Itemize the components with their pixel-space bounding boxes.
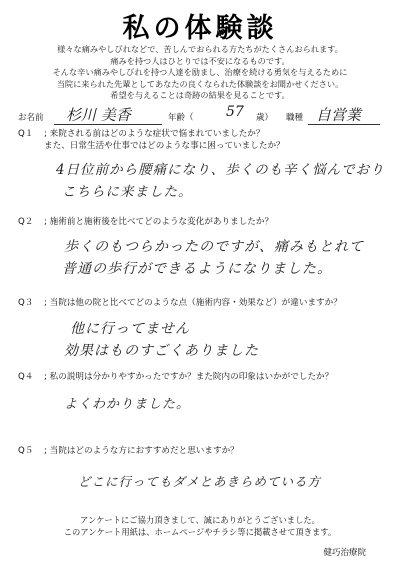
question-number: Q４ [18, 372, 34, 382]
age-value: 57 [226, 104, 244, 120]
name-value: 杉川 美香 [66, 106, 131, 124]
answer-3-line-2: 効果はものすごくありました [64, 343, 259, 359]
question-text: ; 来院される前はどのような症状で悩まれていましたか？ [44, 129, 265, 139]
intro-line: 様々な痛みやしびれなどで、苦しんでおられる方たちがたくさんおられます。 [57, 44, 343, 54]
age-label: 年齢（ [168, 113, 194, 123]
question-5 [18, 446, 388, 458]
question-text: ; 私の説明は分かりやすかったですか？また院内の印象はいかがでしたか？ [44, 372, 334, 382]
question-3 [18, 298, 388, 310]
question-number: Q２ [18, 217, 34, 227]
question-1 [18, 129, 388, 152]
question-text: ; 施術前と施術後を比べてどのような変化がありましたか？ [44, 217, 274, 227]
question-text-2: また、日常生活や仕事ではどのような事に困っていましたか？ [44, 140, 285, 151]
intro-text [18, 44, 382, 102]
footer-note [0, 515, 400, 538]
name-label: お名前 [18, 113, 44, 123]
answer-4-line-1: よくわかりました。 [64, 397, 191, 412]
answer-2-line-1: 歩くのもつらかったのですが、痛みもとれて [64, 239, 364, 255]
page-title: 私の体験談 [122, 13, 278, 44]
clinic-name: 健巧治療院 [323, 548, 366, 558]
question-text: ; 当院はどのような方におすすめだと思いますか？ [44, 446, 239, 456]
answer-1-line-2: こちらに来ました。 [62, 184, 193, 200]
question-4 [18, 372, 388, 384]
answer-2-line-2: 普通の歩行ができるようになりました。 [62, 261, 332, 277]
intro-line: 希望を与えることは奇跡の結果を見ることです。 [110, 90, 290, 101]
footer-line: このアンケート用紙は、ホームページやチラシ等に掲載させて頂きます。 [63, 526, 337, 537]
question-2 [18, 217, 388, 229]
job-underline [308, 124, 380, 125]
question-number: Q１ [18, 129, 34, 139]
question-text: ; 当院は他の院と比べてどのような点（施術内容・効果など）が違いますか？ [44, 298, 342, 308]
job-value: 自営業 [316, 106, 362, 124]
answer-5-line-1: どこに行ってもダメとあきらめている方 [78, 474, 322, 489]
intro-line: 当院に来られた先輩としてあなたの良くなられた体験談をお聞かせください。 [56, 78, 344, 89]
name-underline [54, 124, 162, 125]
question-number: Q５ [18, 446, 34, 456]
answer-1-line-1: 4日位前から腰痛になり、歩くのも辛く悩んでおり [56, 162, 385, 178]
answer-3-line-1: 他に行ってません [70, 321, 190, 337]
intro-line: そんな辛い痛みやしびれを持つ人達を励まし、治療を続ける勇気を与えるために [52, 67, 348, 78]
respondent-info [18, 103, 388, 125]
age-suffix: 歳） [256, 113, 274, 123]
job-label: 職種 [286, 113, 304, 123]
intro-line: 痛みを持つ人はひとりでは不安になるものです。 [110, 55, 290, 66]
footer-line: アンケートにご協力頂きまして、誠にありがとうございました。 [80, 515, 320, 525]
question-number: Q３ [18, 298, 34, 308]
